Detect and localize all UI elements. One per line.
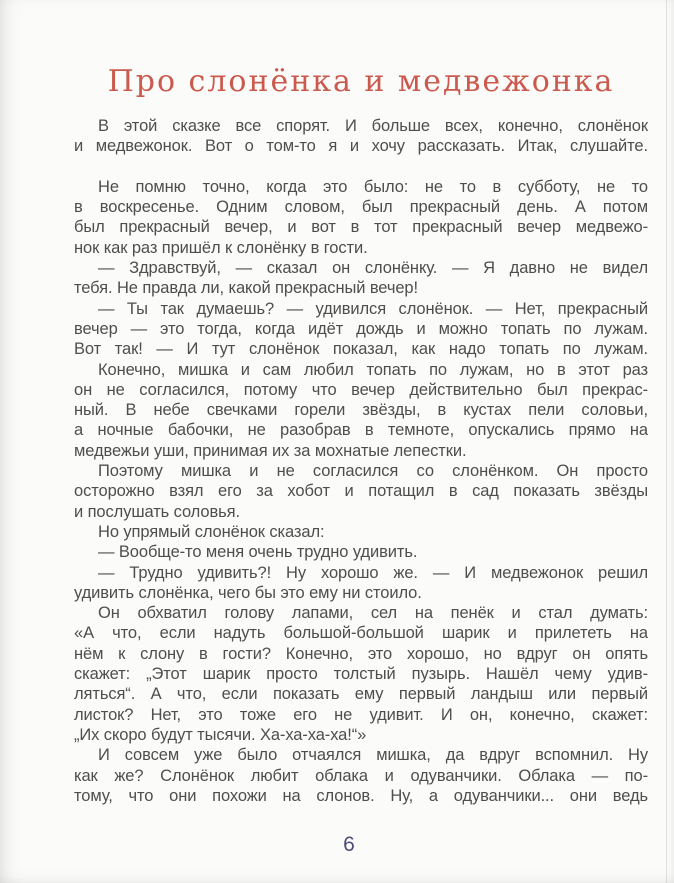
text-line: — Ты так думаешь? — удивился слонёнок. — Нет, прекрасный xyxy=(98,299,648,318)
text-line: в воскресенье. Одним словом, был прекрасный день. А потом xyxy=(74,198,648,217)
paragraph xyxy=(74,522,648,542)
paragraph xyxy=(74,542,648,562)
text-line: нок как раз пришёл к слонёнку в гости. xyxy=(74,238,368,257)
paragraph xyxy=(74,116,648,157)
story-title: Про слонёнка и медвежонка xyxy=(107,64,615,99)
text-line: Конечно, мишка и сам любил топать по лужам, но в этот раз xyxy=(98,360,648,379)
text-line: — Трудно удивить?! Ну хорошо же. — И медвежонок решил xyxy=(98,563,648,582)
text-block xyxy=(74,116,648,806)
text-line: «А что, если надуть большой-большой шарик и прилететь на xyxy=(74,624,648,643)
text-line: Вот так! — И тут слонёнок показал, как надо топать по лужам. xyxy=(74,340,648,359)
text-line: медвежьи уши, принимая их за мохнатые лепестки. xyxy=(74,441,467,460)
text-line: В этой сказке все спорят. И больше всех, конечно, слонёнок xyxy=(98,117,648,135)
text-line: „Их скоро будут тысячи. Ха-ха-ха-ха!“» xyxy=(74,725,367,744)
text-line: и послушать соловья. xyxy=(74,502,240,521)
text-line: ляться“. А что, если показать ему первый ландыш или первый xyxy=(74,685,648,704)
text-line: — Вообще-то меня очень трудно удивить. xyxy=(98,543,418,562)
text-line: Не помню точно, когда это было: не то в субботу, не то xyxy=(98,177,648,196)
paragraph xyxy=(74,299,648,360)
text-line: тому, что они похожи на слонов. Ну, а одуванчики... они ведь xyxy=(74,786,648,805)
scan-edge xyxy=(666,0,667,883)
paragraph xyxy=(74,360,648,461)
text-line: Поэтому мишка и не согласился со слонёнком. Он просто xyxy=(98,462,648,481)
text-line: И совсем уже было отчаялся мишка, да вдруг вспомнил. Ну xyxy=(98,746,648,765)
text-line: удивить слонёнка, чего бы это ему ни стоило. xyxy=(74,583,422,602)
paragraph xyxy=(74,177,648,258)
text-line: был прекрасный вечер, и вот в тот прекрасный вечер медвежо- xyxy=(74,218,648,237)
text-line: тебя. Не правда ли, какой прекрасный вечер! xyxy=(74,279,418,298)
paragraph xyxy=(74,563,648,604)
text-line: нём к слону в гости? Конечно, это хорошо, но вдруг он опять xyxy=(74,644,648,663)
text-line: скажет: „Этот шарик просто толстый пузырь. Нашёл чему удив- xyxy=(74,665,648,684)
page-number: 6 xyxy=(343,833,355,856)
text-line: и медвежонок. Вот о том-то я и хочу рассказать. Итак, слушайте. xyxy=(74,137,648,156)
paragraph xyxy=(74,258,648,299)
text-line: Но упрямый слонёнок сказал: xyxy=(98,522,325,541)
paragraph xyxy=(74,461,648,522)
text-line: вечер — это тогда, когда идёт дождь и можно топать по лужам. xyxy=(74,319,648,338)
text-line: как же? Слонёнок любит облака и одуванчики. Облака — по- xyxy=(74,766,648,785)
paragraph xyxy=(74,745,648,806)
text-line: он не согласился, потому что вечер действительно был прекрас- xyxy=(74,380,648,399)
text-line: ный. В небе свечками горели звёзды, в кустах пели соловьи, xyxy=(74,401,648,420)
text-line: а ночные бабочки, не разобрав в темноте, опускались прямо на xyxy=(74,421,648,440)
text-line: листок? Нет, это тоже его не удивит. И он, конечно, скажет: xyxy=(74,705,648,724)
paragraph xyxy=(74,603,648,745)
text-line: Он обхватил голову лапами, сел на пенёк и стал думать: xyxy=(98,604,648,623)
text-line: — Здравствуй, — сказал он слонёнку. — Я давно не видел xyxy=(98,259,648,278)
text-line: осторожно взял его за хобот и потащил в сад показать звёзды xyxy=(74,482,648,501)
